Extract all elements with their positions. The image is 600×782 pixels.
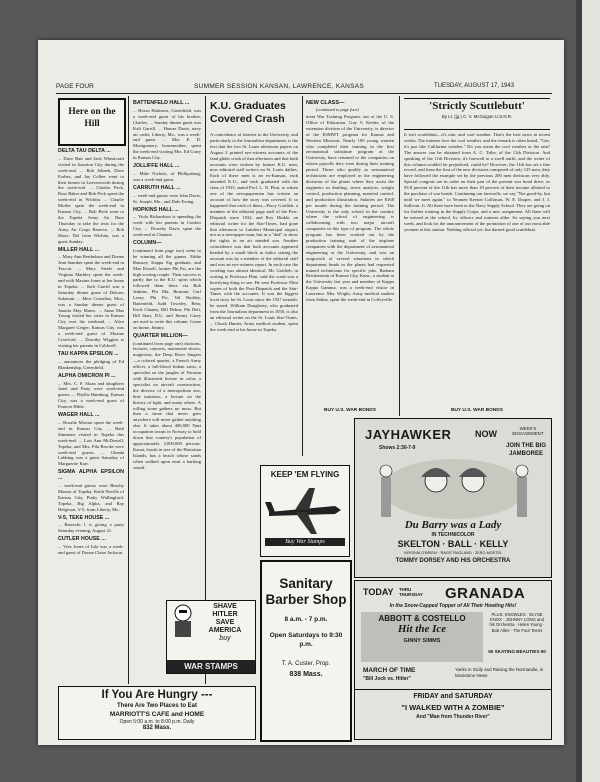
granada-ad [354, 580, 552, 740]
section-heading: WAGER HALL ... [58, 412, 100, 419]
column-rule [399, 96, 400, 416]
section-heading: TAU KAPPA EPSILON ... [58, 350, 119, 357]
granada-side-credits: PLUS: KNOWLES · ELYSE KNOX · JOHNNY LONG and his Orchestra · Helen Young · Bob Allen · The Four Teens [489, 612, 545, 633]
section-body: ... Vera Jones of Iola was a week-end guest of Donna Claire Jackson. [58, 544, 124, 556]
granada-skating: 50 SKATING BEAUTIES 50 [488, 649, 546, 654]
column-rule [128, 96, 129, 684]
march-of-time-subject: "Bill Jock vs. Hitler" [363, 676, 411, 682]
continued-note: (continued to page four) [316, 107, 359, 112]
war-bonds-banner: BUY U.S. WAR BONDS [324, 408, 376, 413]
jayhawker-ad [354, 418, 552, 578]
marriott-headline: If You Are Hungry --- [101, 689, 213, 701]
article-new-class: ment War Training Program, out of the U. S. Office of Education. Guy V. Keeler, of the extension division of the University, is director of the ESMWT program for Kansas and Western Missouri. Nearly 100 young women who completed their training in the first aeronautical substitute program at the University, have returned to the companies on whose payrolls they were during their training period. Those who qualify as aeronautical technicians are employed in the engineering divisions of the plants where they assist the engineers in drafting, stress analysis, weight control, production planning, material control, and production illustration. Salaries are $168 per month during the training period. The University is the only school in the country where the school of engineering is collaborating with two major aircraft companies in this type of program. The whole program has been worked out by the production training unit of the airplane companies with the department of aeronautical engineering at the University, and was an outgrowth of several situations in which department heads in the plants had requested trained technicians for specific jobs. Barbara Brickenstein of Kansas City, Kans., a student at the University last year and member of Kappa Kappa Gamma, was a week-end visitor in Lawrence. Mrs. Wright, Army medical student from Salina, spent the week-end in Coffeyville. [306, 114, 394, 303]
column-rule [302, 96, 303, 456]
jayhawker-join: JOIN THE BIG JAMBOREE [505, 443, 546, 457]
jayhawker-now: NOW [475, 429, 497, 439]
article-ku-graduates: A coincidence of interest to the University, and particularly to the Journalism department, is the fact that the two St. Louis afternoon papers on August 2 printed eye-witness accounts of the fatal glider crash of that afternoon and that both accounts were written by former K.U. men, now editorial staff writers on St. Louis dailies. Each of these men is an ex-Kansan, each attended K.U., and each graduated with the class of 1933, stated Prof. L. N. Flint, to whom one of the newspapermen has written an account of how the story was covered. It so happened that each of them—Percy Gottlieb, a member of the editorial page staff of the Post-Dispatch since 1932, and Roy Hinkle, an editorial writer for the Star-Times, had gone that afternoon to Lambert Municipal airport, not as a newspaper man, but as a "dad" to show the sights to an air minded son. Another coincidence was that both accounts appeared headed by a small block in italics stating the account was by a member of the editorial staff and was an eye-witness report. In each case the wording was almost identical. Mr. Gottlieb, in writing to Professor Flint, said the crash was a horrifying thing to see. He sent Professor Flint copies of both the Post-Dispatch and the Star-Times with the accounts. It was the biggest local story for St. Louis since the 1927 tornado, he stated. William Dougherty, who graduated from the Journalism department in 1930, is also an editorial writer on the St. Louis Star-Times. ... Chuck Hunter, Army medical student, spent the week-end at his home in Topeka. [210, 132, 298, 332]
newspaper-page [38, 40, 564, 745]
shave-hitler-text: SHAVE HITLER SAVE AMERICA buy [208, 603, 242, 642]
granada-name: GRANADA [445, 585, 526, 602]
section-body: ... Mike Nichols, of Phillipsburg, was a week-end guest. [133, 170, 201, 182]
section-heading: CUTLER HOUSE ... [58, 536, 106, 543]
barber-saturday-hours: Open Saturdays to 9:30 p.m. [269, 632, 343, 648]
page-number: PAGE FOUR [56, 83, 94, 90]
section-body: ... announces the pledging of Ed Blankenship, Greenfield. [58, 358, 124, 370]
section-heading: SIGMA ALPHA EPSILON ... [58, 469, 124, 482]
scuttlebutt-title: 'Strictly Scuttlebutt' [429, 100, 525, 112]
marriott-sub: There Are Two Places to Eat [116, 703, 198, 709]
section-heading: HOPKINS HALL ... [133, 206, 179, 213]
barber-owner: T. A. Custer, Prop. [281, 661, 331, 667]
hit-the-ice-art: ABBOTT & COSTELLO Hit the Ice GINNY SIMMS [361, 612, 483, 662]
society-column-1 [58, 146, 124, 684]
section-body: ... week-end guests were John Davis, St. Joseph, Mo., and Dale Ewing. [133, 192, 201, 204]
society-column-2 [133, 98, 201, 598]
movie-credits: VIRGINIA O'BRIEN · 'RAGS' RAGLAND · ZERO MOSTEL [403, 551, 503, 555]
movie-star-illustration [361, 457, 547, 521]
feature-zombie: "I WALKED WITH A ZOMBIE" [401, 703, 505, 712]
section-heading: CARRUTH HALL ... [133, 184, 181, 191]
movie-stars: SKELTON · BALL · KELLY [397, 539, 509, 549]
column-rule [205, 96, 206, 684]
bomber-plane-icon [265, 484, 345, 536]
marriott-name: MARRIOTT'S CAFE and HOME [109, 711, 205, 718]
adjacent-page [582, 0, 600, 782]
movie-title-du-barry: Du Barry was a Lady [404, 519, 502, 531]
shave-hitler-ad [166, 600, 256, 674]
movie-band: TOMMY DORSEY AND HIS ORCHESTRA [395, 558, 511, 564]
marriott-hours: Open 5:00 a.m. to 8:00 p.m. Daily [119, 719, 195, 725]
war-bonds-banner: BUY U.S. WAR BONDS [451, 408, 503, 413]
jayhawker-shows: Shows 2:30-7-9 [379, 445, 416, 451]
scuttlebutt-byline: By Lt. (jg.) C. V. McGuigan U.S.N.R. [441, 114, 513, 119]
section-body: ... Hosea Harkness, Greenfield, was a week-end guest of his brother, Charles. ... Sunday dinner guest was Kali Garrill. ... Homer Davis, navy air cadet, Liberty, Mo., was a week-end guest. ... Mrs. E. D. Montgomery, housemother, spent the week-end visiting Mrs. Ed Curry in Kansas City. [133, 107, 201, 161]
section-heading: ALPHA OMICRON PI ... [58, 372, 116, 379]
marriott-address: 832 Mass. [142, 725, 172, 731]
section-heading: BATTENFELD HALL ... [133, 100, 190, 106]
issue-date: TUESDAY, AUGUST 17, 1943 [434, 83, 515, 89]
section-body: ... week-end guests were Beachy Musser of Topeka, Keith Neville of Kansas City, Pinky Wallingford, Topeka, Big Alpha, and Ray Helgeson, V-5, from Liberty, Mo. [58, 483, 124, 512]
section-body: ... Mary Ann Berthelson and Donna Jean Stamber spent the week-end in Tescott. ... Mary Steele and Virginia Markley spent the week-end with Maxine Jones at her home in Topeka. ... Kali Garrill was a Saturday dinner guest of Delores Sulzman. ... Merr Cornelius, Mox, was a Sunday dinner guest of Juanita May Mares. ... Anna Mae Young visited her sister in Kansas City over the weekend. ... Alice Margaret Geiger, Kansas City, was a week-end guest of Maxine Crawford. ... Dorothy Wiggins is visiting her parents in Caldwell. [58, 254, 124, 348]
header-rule [56, 93, 552, 94]
headline-new-class: NEW CLASS— [306, 100, 345, 106]
section-heading: QUARTER MILLION— [133, 332, 188, 339]
here-on-hill-title: Here on the Hill [68, 107, 116, 129]
section-heading: MILLER HALL ... [58, 246, 100, 253]
movietone-news: Yanks in Sicily and Raising the Normandie, in Movietone News [455, 667, 544, 678]
technicolor-label: IN TECHNICOLOR [431, 532, 475, 538]
section-body: ... Barracks 1 is giving a party Saturday evening, August 21. [58, 522, 124, 534]
section-body: ... Viola Richardson is spending the week with her parents in Cawker City. ... Dorothy Davis spent the week-end at Chanute. [133, 214, 201, 238]
barber-address: 838 Mass. [289, 671, 323, 678]
granada-today: TODAY [363, 587, 394, 597]
barber-shop-ad [260, 560, 352, 742]
barber-shop-name: Sanitary Barber Shop [265, 576, 347, 607]
keep-em-flying-ad [260, 465, 350, 557]
section-body: (continued from page two) seem to be winning all the games. Eddie Ramsey, Kappa Sig graduate, and Max Kissell, former Phi Psi, are the high scoring couple. Their success is partly due to the K.U. spirit which followed them there via Bob Jenkins, Phi Mu, Burman, Carl Leary, Phi Psi, Val Rudsby, Battenfeld, Judd Townley, Beta, Keck Chaney, Bill Debus, Phi Delt, Bill Starr, D.U. and Jimmy Carey are used to write this column. Come on home, Jimmy. [133, 247, 201, 330]
keep-em-flying-title: KEEP 'EM FLYING [270, 470, 340, 479]
scuttlebutt-header [404, 98, 550, 130]
here-on-hill-box [58, 98, 126, 146]
granada-tagline: In the Snow-Capped Topper of All Their Howling Hits! [389, 603, 517, 609]
barber-hours: 8 a.m. - 7 p.m. [284, 616, 328, 623]
buy-war-stamps-caption: Buy War Stamps [265, 538, 345, 546]
section-body: ... Mrs. C. F. Sloan and daughters Janet and Patty were week-end guests. ... Phyllis Hamburg, Kansas City, was a week-end guest of Frances Hible. [58, 380, 124, 410]
section-heading: DELTA TAU DELTA ... [58, 148, 111, 154]
jayhawker-name: JAYHAWKER [365, 427, 452, 442]
section-body: ... Dave Bair and Jack Wheatcraft visited in Junction City during the week-end. ... Bob Jelinek, Dave Forbes, and Jay Colber went to their homes in Leavenworth during the week-end. ... Charles Peck, Ross Baker and Bob Peck spent the week-end in Wichita. ... Charlie Moffet spent the week-end in Kansas City. ... Bob Beck went to the Topeka Army Air Base Thursday to take the tests for the Army Air Corps Reserve. ... Bob Shore, Del from Wichita, was a guest Sunday. [58, 155, 124, 244]
granada-days: THRU THURSDAY [399, 587, 423, 597]
march-of-time: MARCH OF TIME [363, 667, 416, 674]
cartoon-figure-icon [169, 603, 197, 643]
headline-ku-graduates: K.U. Graduates Covered Crash [210, 100, 286, 125]
section-body: (continued from page one) ductions, lectures, concerts, marionette shows, magicians, the Deep River Singers—a colored quartet, a French Army officer, a full-blood Indian artist, a specialist on the jungles of Yucatan with illustrated lecture in color, a specialist on aircraft construction, the director of a metropolitan zoo, bird imitators, a lecture on the history of light, and many others. A rolling stone gathers no moss. But then a stone that never goes anywhere will never gather anything else. It takes about 400,000 Nazi occupation troops in Norway to hold down that country's population of approximately 3,000,000 persons. Kauai, fourth in size of the Hawaiian Islands, has a beach whose sands when walked upon emit a barking sound. [133, 340, 201, 470]
section-heading: COLUMN— [133, 240, 162, 247]
section-heading: V-5, TEKE HOUSE ... [58, 514, 110, 521]
weekend-label: FRIDAY and SATURDAY [355, 689, 551, 700]
marriott-ad [58, 686, 256, 740]
section-heading: JOLLIFFE HALL ... [133, 163, 180, 170]
feature-thunder-river: And "Man from Thunder River" [416, 714, 490, 720]
jayhawker-engagement: WEEK'S ENGAGEMENT [512, 426, 544, 436]
section-body: ... Rosalie Morton spent the week-end in Kansas City. ... Ruth Simmons visited in Topeka this week-end. ... Lois Ann McDowell, Topeka, and Mrs. Pila Brooks were week-end guests. ... Glenda Lubbing was a guest Saturday of Marguerite Karr. [58, 419, 124, 467]
war-stamps-banner: WAR STAMPS [167, 660, 255, 673]
masthead: SUMMER SESSION KANSAN, LAWRENCE, KANSAS [194, 83, 365, 90]
article-scuttlebutt: It isn't scuttlebutt—it's rain, and cool weather. That's the best news in recent weeks. The trainees love the cool weather, and the remark is often heard, "Gee, it's just like California weather." Do you mean the cool weather or the rain? The answer can be obtained from A. C. Tribe, of the 11th Division. And speaking of the 11th Division, it's farewell to a swell outfit, and the writer of this column couldn't be prejudiced, could he? However, the 11th has set a fine record, and from the first of the new divisions composed of only 125 men, they have followed the example set by the previous 200 men divisions very ably. Special congrats are in order on their part of the present war bond drive, as 93.8 percent of the 11th has more than 10 percent of their income allotted to the purchase of war bonds. Continuing our farewells, we say "Not good-by, but until we meet again," to Yeomen Keeton Collinson, W. E. Draper, and J. J. Sullivan, Jr. All three have been in the Navy Supply School. They are going on for further training in the Supply Corps, and a new assignment. All three will be missed at the school, by officers and trainees alike. So saying you next week, and look for the announcement of the promotion of one of our most able yeomen at this station. Nothing official yet, but darned good scuttlebutt. [404, 132, 550, 232]
